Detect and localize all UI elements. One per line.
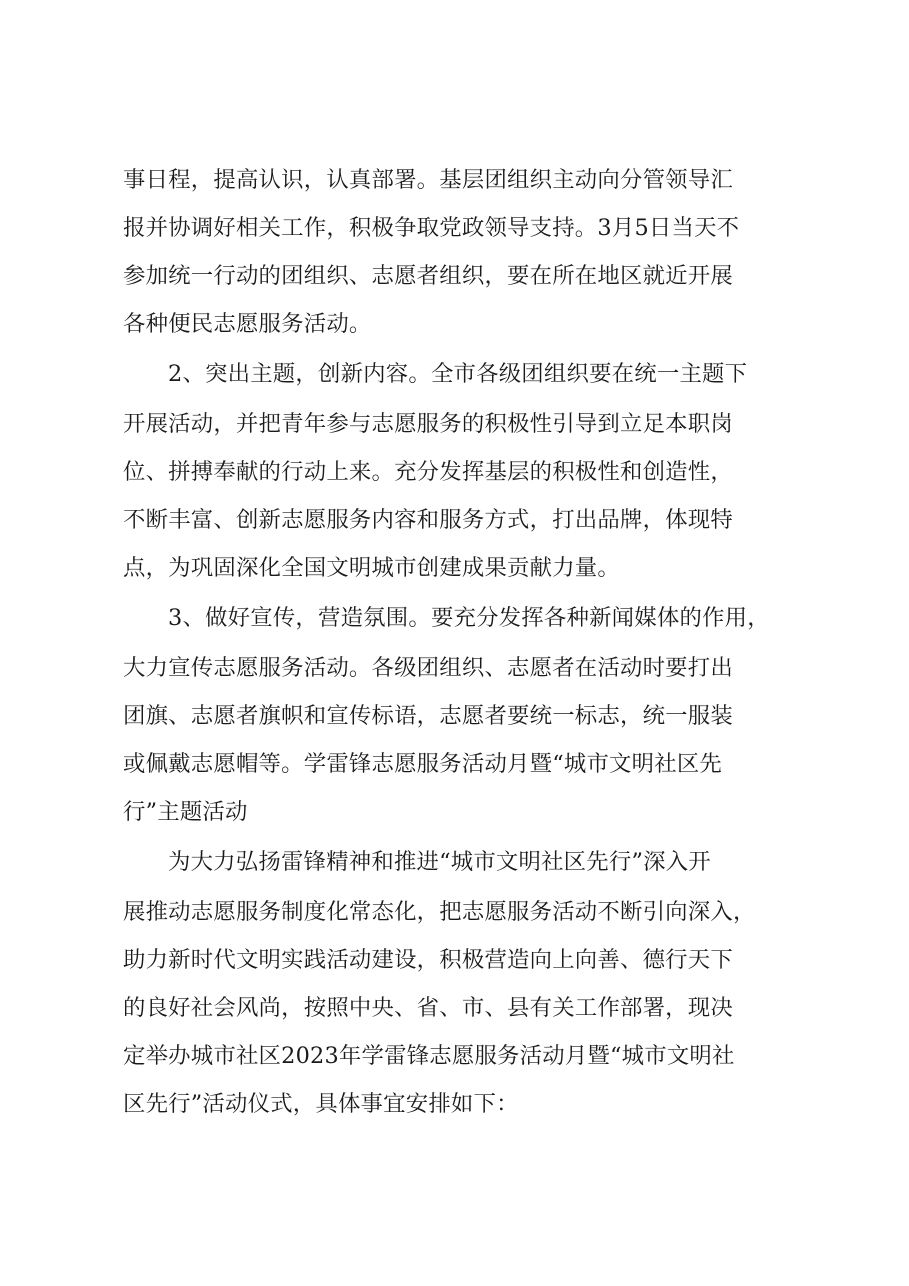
text-line: 事日程，提高认识，认真部署。基层团组织主动向分管领导汇 [123, 167, 733, 193]
text-line: 行”主题活动 [123, 799, 248, 825]
text-line: 各种便民志愿服务活动。 [123, 311, 372, 337]
text-line: 参加统一行动的团组织、志愿者组织，要在所在地区就近开展 [123, 263, 733, 289]
text-line: 的良好社会风尚，按照中央、省、市、县有关工作部署，现决 [123, 995, 733, 1021]
text-line: 开展活动，并把青年参与志愿服务的积极性引导到立足本职岗 [123, 411, 733, 437]
text-line: 助力新时代文明实践活动建设，积极营造向上向善、德行天下 [123, 947, 733, 973]
text-line: 不断丰富、创新志愿服务内容和服务方式，打出品牌，体现特 [123, 507, 733, 533]
text-line: 定举办城市社区2023年学雷锋志愿服务活动月暨“城市文明社 [123, 1043, 735, 1069]
text-line: 为大力弘扬雷锋精神和推进“城市文明社区先行”深入开 [168, 849, 711, 875]
text-line: 团旗、志愿者旗帜和宣传标语，志愿者要统一标志，统一服装 [123, 703, 733, 729]
text-line: 区先行”活动仪式，具体事宜安排如下： [123, 1091, 519, 1117]
text-line: 展推动志愿服务制度化常态化，把志愿服务活动不断引向深入， [123, 899, 756, 925]
text-line: 3、做好宣传，营造氛围。要充分发挥各种新闻媒体的作用， [168, 605, 770, 631]
text-line: 2、突出主题，创新内容。全市各级团组织要在统一主题下 [168, 361, 748, 387]
text-line: 或佩戴志愿帽等。学雷锋志愿服务活动月暨“城市文明社区先 [123, 751, 723, 777]
text-line: 点，为巩固深化全国文明城市创建成果贡献力量。 [123, 555, 620, 581]
text-line: 报并协调好相关工作，积极争取党政领导支持。3月5日当天不 [123, 215, 740, 241]
text-line: 大力宣传志愿服务活动。各级团组织、志愿者在活动时要打出 [123, 655, 733, 681]
text-line: 位、拼搏奉献的行动上来。充分发挥基层的积极性和创造性， [123, 459, 733, 485]
